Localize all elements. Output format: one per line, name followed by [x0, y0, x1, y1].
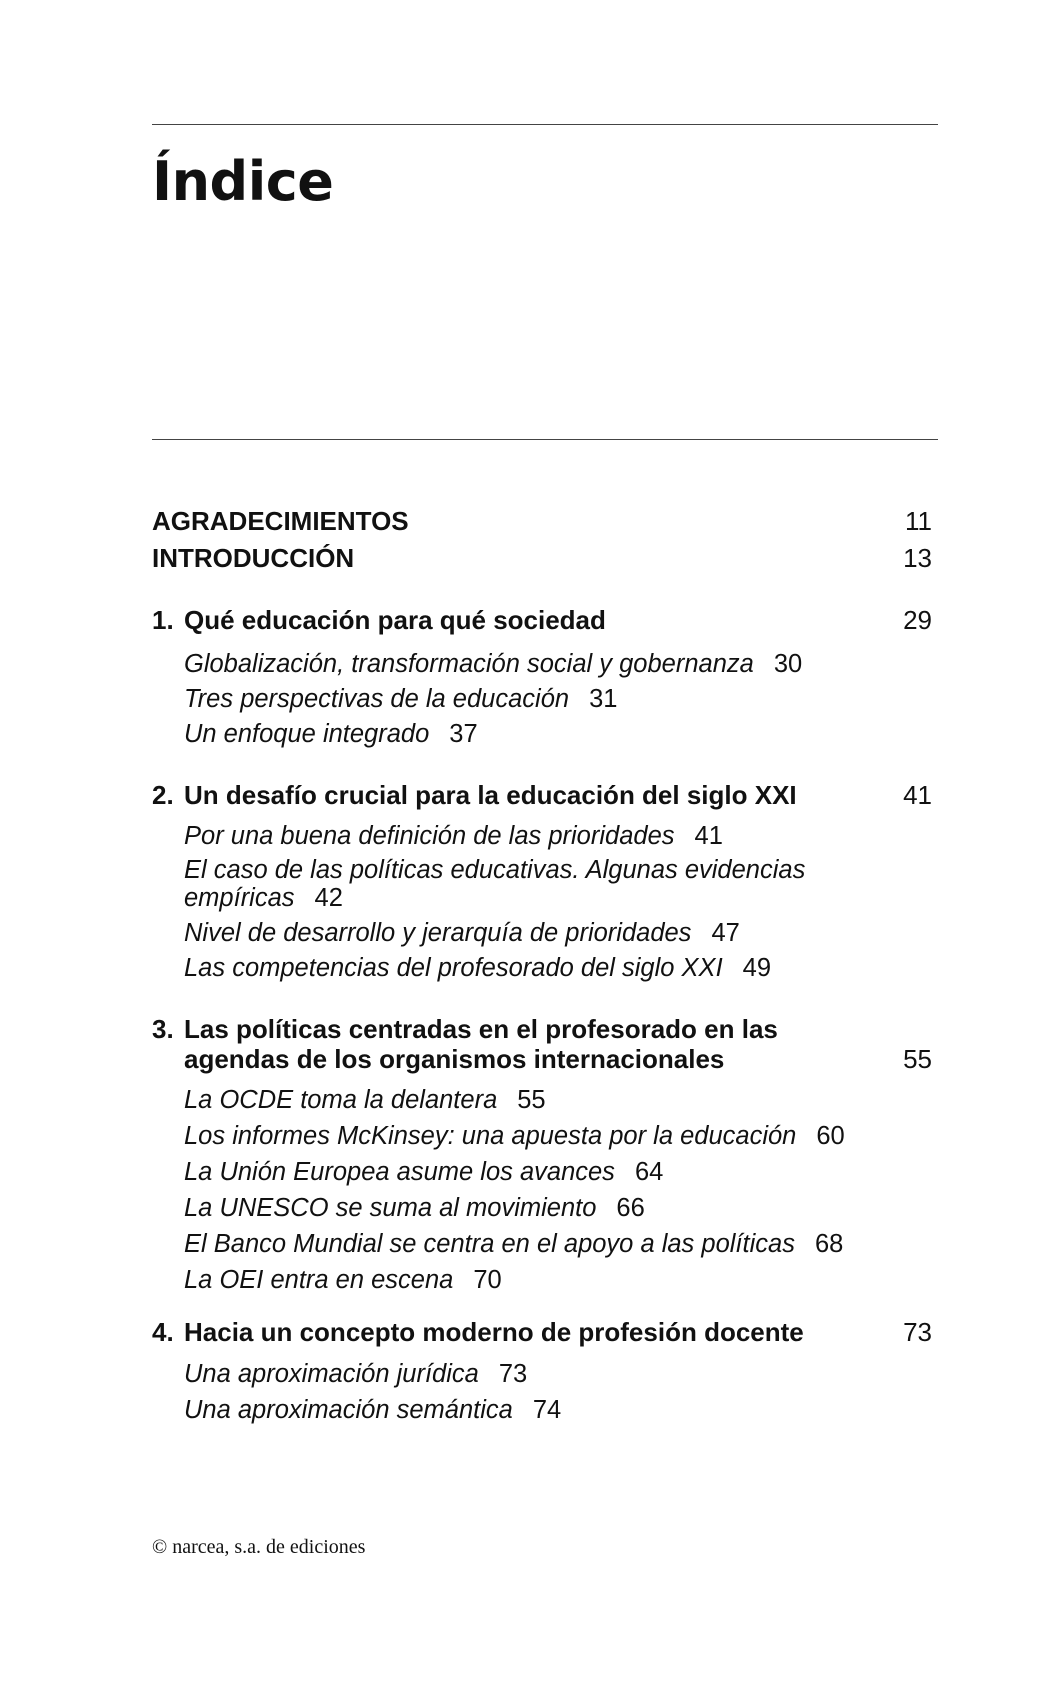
- section-page: 60: [816, 1122, 845, 1150]
- chapter-heading: [152, 1316, 938, 1348]
- section-page: 74: [532, 1396, 562, 1424]
- section-entry: Por una buena definición de las prioridades 41: [184, 822, 723, 850]
- chapter-page: 29: [903, 605, 932, 635]
- chapter-number: 2.: [152, 780, 174, 810]
- section-entry: La Unión Europea asume los avances 64: [184, 1158, 664, 1186]
- page-title: Índice: [152, 150, 334, 213]
- section-list: [152, 821, 938, 984]
- section-entry: Un enfoque integrado 37: [184, 720, 478, 748]
- section-page: 64: [634, 1158, 664, 1186]
- section-list: [152, 1359, 938, 1426]
- entry-page: 11: [905, 506, 932, 536]
- chapter-page: 55: [903, 1044, 932, 1074]
- section-page: 49: [742, 954, 772, 982]
- chapter-title: Hacia un concepto moderno de profesión docente: [184, 1317, 804, 1347]
- chapter-heading: [152, 779, 938, 811]
- section-entry: Las competencias del profesorado del siglo XXI 49: [184, 954, 772, 982]
- toc-rule: [152, 439, 938, 440]
- chapter-heading: [152, 604, 938, 636]
- entry-label: AGRADECIMIENTOS: [152, 506, 409, 536]
- section-page: 30: [773, 650, 803, 678]
- section-entry: Una aproximación jurídica 73: [184, 1360, 528, 1388]
- section-page: 68: [814, 1230, 844, 1258]
- chapter-title: Las políticas centradas en el profesorado en las agendas de los organismos internacionales: [184, 1014, 778, 1074]
- chapter-heading: [152, 1014, 938, 1074]
- chapter-page: 73: [903, 1317, 932, 1347]
- section-entry: El caso de las políticas educativas. Algunas evidencias empíricas 42: [184, 856, 806, 912]
- section-entry: La OEI entra en escena 70: [184, 1266, 502, 1294]
- section-entry: Una aproximación semántica 74: [184, 1396, 562, 1424]
- section-list: [152, 1085, 938, 1296]
- chapter-page: 41: [903, 780, 932, 810]
- entry-page: 13: [903, 543, 932, 573]
- copyright-footer: © narcea, s.a. de ediciones: [152, 1536, 366, 1558]
- section-entry: Tres perspectivas de la educación 31: [184, 685, 618, 713]
- section-entry: El Banco Mundial se centra en el apoyo a las políticas 68: [184, 1230, 844, 1258]
- section-page: 55: [517, 1086, 546, 1114]
- section-page: 70: [473, 1266, 502, 1294]
- table-of-contents: [152, 505, 938, 1426]
- chapter-number: 1.: [152, 605, 174, 635]
- entry-label: INTRODUCCIÓN: [152, 543, 355, 573]
- section-entry: Los informes McKinsey: una apuesta por la educación 60: [184, 1122, 845, 1150]
- section-page: 37: [449, 720, 478, 748]
- section-page: 73: [498, 1360, 528, 1388]
- chapter-number: 3.: [152, 1014, 174, 1044]
- section-page: 31: [589, 685, 618, 713]
- toc-entry-introduccion: [152, 542, 938, 574]
- section-page: 47: [711, 919, 740, 947]
- section-entry: La OCDE toma la delantera 55: [184, 1086, 546, 1114]
- section-list: [152, 649, 938, 750]
- toc-entry-agradecimientos: [152, 505, 938, 537]
- section-entry: La UNESCO se suma al movimiento 66: [184, 1194, 645, 1222]
- section-entry: Globalización, transformación social y gobernanza 30: [184, 650, 803, 678]
- section-page: 42: [314, 884, 343, 912]
- chapter-title: Un desafío crucial para la educación del siglo XXI: [184, 780, 797, 810]
- top-rule: [152, 124, 938, 125]
- section-entry: Nivel de desarrollo y jerarquía de prioridades 47: [184, 919, 740, 947]
- chapter-title: Qué educación para qué sociedad: [184, 605, 606, 635]
- section-page: 66: [616, 1194, 645, 1222]
- section-page: 41: [694, 822, 723, 850]
- chapter-number: 4.: [152, 1317, 174, 1347]
